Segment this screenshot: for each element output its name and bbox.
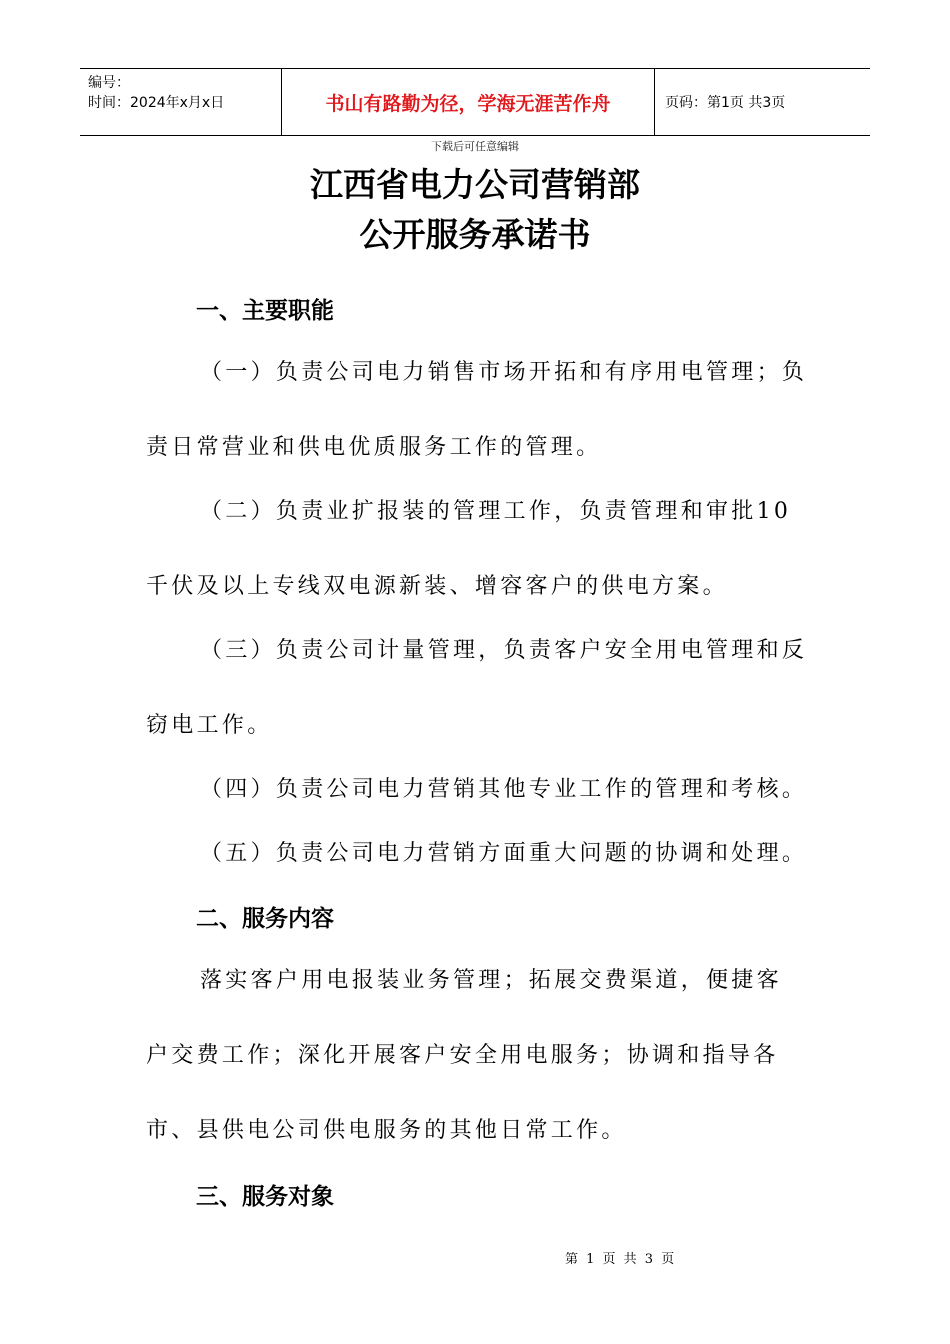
header-meta (80, 69, 281, 135)
header-table (80, 68, 870, 136)
paragraph-line: （二）负责业扩报装的管理工作，负责管理和审批10 (200, 499, 792, 524)
section-heading-service-targets: 三、服务对象 (196, 1184, 334, 1210)
paragraph-line: 落实客户用电报装业务管理；拓展交费渠道，便捷客 (200, 968, 782, 993)
document-number-label: 编号： (88, 75, 130, 91)
paragraph-line: （五）负责公司电力营销方面重大问题的协调和处理。 (200, 841, 808, 866)
paragraph-line: （一）负责公司电力销售市场开拓和有序用电管理；负 (200, 360, 808, 385)
document-title-line-1: 江西省电力公司营销部 (310, 165, 640, 204)
paragraph-line: （三）负责公司计量管理，负责客户安全用电管理和反 (200, 638, 808, 663)
document-time-label: 时间：2024年x月x日 (88, 95, 225, 111)
header-slogan: 书山有路勤为径，学海无涯苦作舟 (281, 69, 655, 135)
paragraph-line: 窃电工作。 (146, 713, 273, 738)
section-heading-main-functions: 一、主要职能 (196, 298, 334, 324)
paragraph-line: 千伏及以上专线双电源新装、增容客户的供电方案。 (146, 574, 728, 599)
page-footer: 第 1 页 共 3 页 (565, 1252, 675, 1267)
paragraph-line: 户交费工作；深化开展客户安全用电服务；协调和指导各 (146, 1043, 779, 1068)
section-heading-service-content: 二、服务内容 (196, 906, 334, 932)
paragraph-line: 市、县供电公司供电服务的其他日常工作。 (146, 1118, 627, 1143)
document-title-line-2: 公开服务承诺书 (359, 215, 591, 254)
header-page-code: 页码：第1页 共3页 (665, 95, 786, 111)
paragraph-line: 责日常营业和供电优质服务工作的管理。 (146, 435, 602, 460)
download-note: 下载后可任意编辑 (431, 140, 519, 153)
document-title (0, 160, 950, 260)
paragraph-line: （四）负责公司电力营销其他专业工作的管理和考核。 (200, 777, 808, 802)
